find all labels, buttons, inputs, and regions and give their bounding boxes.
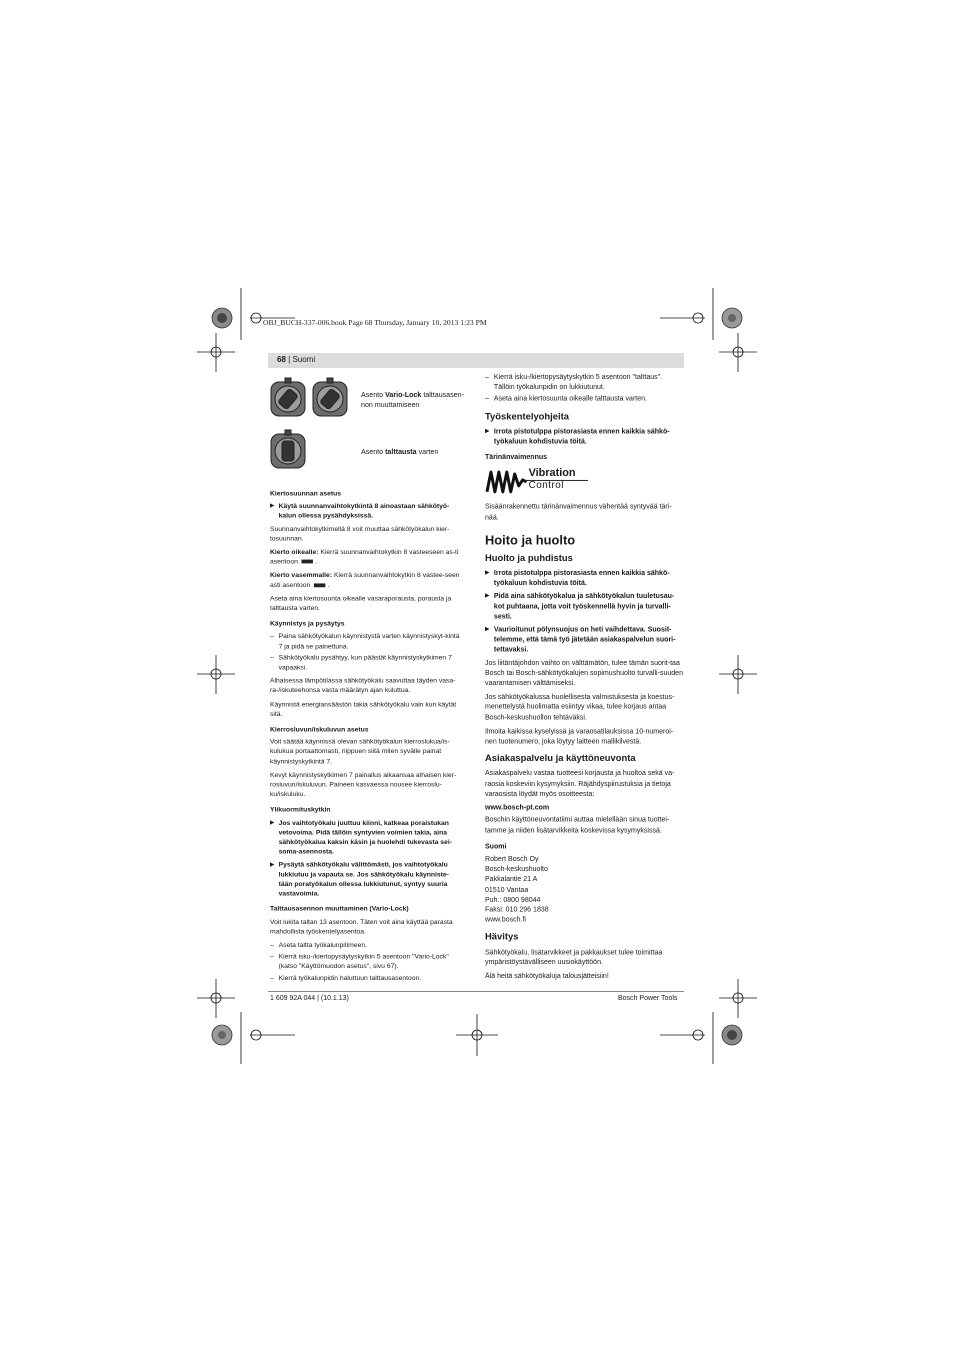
cleaning-warning-2: ▶ Pidä aina sähkötyökalua ja sähkötyökalun tuuletusau-kot puhtaana, jotta voit työskennellä hyvin ja turvalli-sesti. [485,591,683,621]
footer-rule [268,991,684,992]
service-text-2: Boschin käyttöneuvontatiimi auttaa mielellään sinua tuottei-tamme ja niiden lisätarvikkeita koskevissa kysymyksissä. [485,815,670,834]
chisel-switch-illustration [268,429,310,473]
service-text-1: Asiakaspalvelu vastaa tuotteesi korjausta ja huoltoa sekä va-raosia koskeviin kysymyksiin. Räjähdyspiirustuksia ja tietoja varaosista löydät myös osoitteesta: [485,769,675,798]
left-column [270,489,461,985]
disposal-text-2: Älä heitä sähkötyökaluja talousjätteisiin! [485,972,609,980]
control-word: Control [528,480,564,492]
chisel-step-3: – Kierrä työkalunpidin haluttuun talttausasentoon. [270,973,461,983]
cleaning-text-1: Jos liitäntäjohdon vaihto on välttämätön, tulee tämän suorit-taa Bosch tai Bosch-sähkötyökalujen sopimushuolto turvalli-suuden vaarantamisen välttämiseksi. [485,658,683,687]
overload-heading: Ylikuormituskytkin [270,806,331,814]
work-heading: Työskentelyohjeita [485,411,570,423]
chisel-step-4: – Kierrä isku-/kiertopysäytyskytkin 5 asentoon "talttaus". Tällöin työkalunpidin on lukkiutunut. [485,372,683,392]
rotation-heading: Kiertosuunnan asetus [270,489,342,498]
footer-brand: Bosch Power Tools [618,995,678,1002]
vario-lock-caption: Asento Vario-Lock talttausasen- non muuttamiseen [361,391,464,409]
speed-text-2: Kevyt käynnistyskytkimen 7 painallus aikaansaa alhaisen kier-rosluvun/iskuluvun. Paineen kasvaessa nousee kierroslu-ku/iskuluku. [270,771,457,799]
file-info-line: OBJ_BUCH-337-006.book Page 68 Thursday, January 10, 2013 1:23 PM [263,318,487,327]
overload-warning-2: ▶ Pysäytä sähkötyökalu välittömästi, jos vaihtotyökalu lukkiutuu ja vapauta se. Jos sähkötyökalu käynniste-tään poratyökalun ollessa lukkiutunut, syntyy suuria vastavoimia. [270,860,461,899]
chisel-heading: Talttausasennon muuttaminen (Vario-Lock) [270,905,409,913]
cleaning-heading: Huolto ja puhdistus [485,553,573,564]
country-heading: Suomi [485,842,507,851]
onoff-text-2: Käynnistä energiansäästön takia sähkötyökalu vain kun käytät sitä. [270,700,457,718]
cleaning-warning-1: ▶ Irrota pistotulppa pistorasiasta ennen kaikkia sähkö-työkaluun kohdistuvia töitä. [485,568,683,588]
disposal-text-1: Sähkötyökalu, lisätarvikkeet ja pakkaukset tulee toimittaa ympäristöystävälliseen uusiokäyttöön. [485,947,663,966]
service-url: www.bosch-pt.com [485,803,550,812]
rotation-text: Suunnanvaihtokytkimellä 8 voit muuttaa sähkötyökalun kier-tosuunnan. [270,524,450,543]
rotation-left-text: Kierto vasemmalle: Kierrä suunnanvaihtokytkin 8 vastee-seen asti asentoon . [270,571,460,589]
chisel-step-2: – Kierrä isku-/kiertopysäytyskytkin 5 asentoon "Vario-Lock" (katso "Käyttömuodon asetus", sivu 67). [270,952,461,971]
onoff-heading: Käynnistys ja pysäytys [270,619,345,628]
right-column [485,372,683,985]
speed-text-1: Voit säätää käynnissä olevan sähkötyökalun kierroslukua/is-kulukua portaattomasti, riippuen siitä miten syvälle painat käynnistyskytkintä 7. [270,738,450,766]
rotation-warning: ▶ Käytä suunnanvaihtokytkintä 8 ainoastaan sähkötyö-kalun ollessa pysähdyksissä. [270,502,461,521]
disposal-heading: Hävitys [485,931,519,943]
overload-warning-1: ▶ Jos vaihtotyökalu juuttuu kiinni, katkeaa poraistukan vetovoima. Pidä tällöin syntyvien voimien takia, aina sähkötyökalua kaksin käsin ja huolehdi tukevasta sei-soma-asennosta. [270,818,461,857]
page-number: 68 [277,355,286,364]
cleaning-warning-3: ▶ Vaurioitunut pölynsuojus on heti vaihdettava. Suosit-telemme, että tämä työ jätetään asiakaspalvelun suori-tettavaksi. [485,625,683,655]
work-warning: ▶ Irrota pistotulppa pistorasiasta ennen kaikkia sähkö-työkaluun kohdistuvia töitä. [485,426,683,446]
chisel-text: Voit lukita taltan 13 asentoon. Täten voit aina käyttää parasta mahdollista työskentelyasentoa. [270,917,453,936]
service-heading: Asiakaspalvelu ja käyttöneuvonta [485,753,636,765]
chisel-step-1: – Aseta taltta työkalunpitimeen. [270,940,461,950]
address-block: Robert Bosch Oy Bosch-keskushuolto Pakkalantie 21 A 01510 Vantaa Puh.: 0800 98044 Faksi: 010 296 1838 www.bosch.fi [485,855,549,924]
arrow-right-icon [314,583,325,587]
maintenance-title: Hoito ja huolto [485,532,576,548]
vibration-control-logo [485,466,594,496]
chisel-caption: Asento talttausta varten [361,448,439,456]
cleaning-text-3: Ilmoita kaikissa kyselyissä ja varaosatilauksissa 10-numeroi-nen tuotenumero, joka löytyy laitteen mallikilvestä. [485,727,674,746]
page-header: 68 | Suomi [277,355,316,364]
vibration-wave-icon [485,466,529,496]
onoff-step-1: – Paina sähkötyökalun käynnistystä varten käynnistyskyt-kintä 7 ja pidä se painettuna. [270,632,461,651]
section-name: Suomi [292,355,316,364]
rotation-right-text: Kierto oikealle: Kierrä suunnanvaihtokytkin 8 vasteeseen as-ti asentoon . [270,548,459,566]
vibration-text: Sisäänrakennettu tärinänvaimennus vähentää syntyvää täri-nää. [485,503,672,522]
vario-lock-switch-illustration [268,376,350,422]
rotation-note: Aseta aina kiertosuunta oikealle vasaraporausta, porausta ja talttausta varten. [270,594,452,613]
vibration-word: Vibration [528,467,576,480]
onoff-step-2: – Sähkötyökalu pysähtyy, kun päästät käynnistyskytkimen 7 vapaaksi. [270,653,461,672]
vibration-heading: Tärinänvaimennus [485,453,548,462]
cleaning-text-2: Jos sähkötyökalussa huolellisesta valmistuksesta ja koestus-menettelystä huolimatta esiintyy vikaa, tulee korjaus antaa Bosch-keskushuollon tehtäväksi. [485,693,675,722]
speed-heading: Kierrosluvun/iskuluvun asetus [270,725,369,734]
arrow-left-icon [302,560,313,564]
page-header-bar [268,353,684,368]
chisel-step-5: – Aseta aina kiertosuunta oikealle talttausta varten. [485,394,683,404]
onoff-text-1: Alhaisessa lämpötilassa sähkötyökalu saavuttaa täyden vasa-ra-/iskuteehonsa vasta määrätyn ajan kuluttua. [270,677,456,695]
footer-doc-number: 1 609 92A 044 | (10.1.13) [270,995,349,1002]
